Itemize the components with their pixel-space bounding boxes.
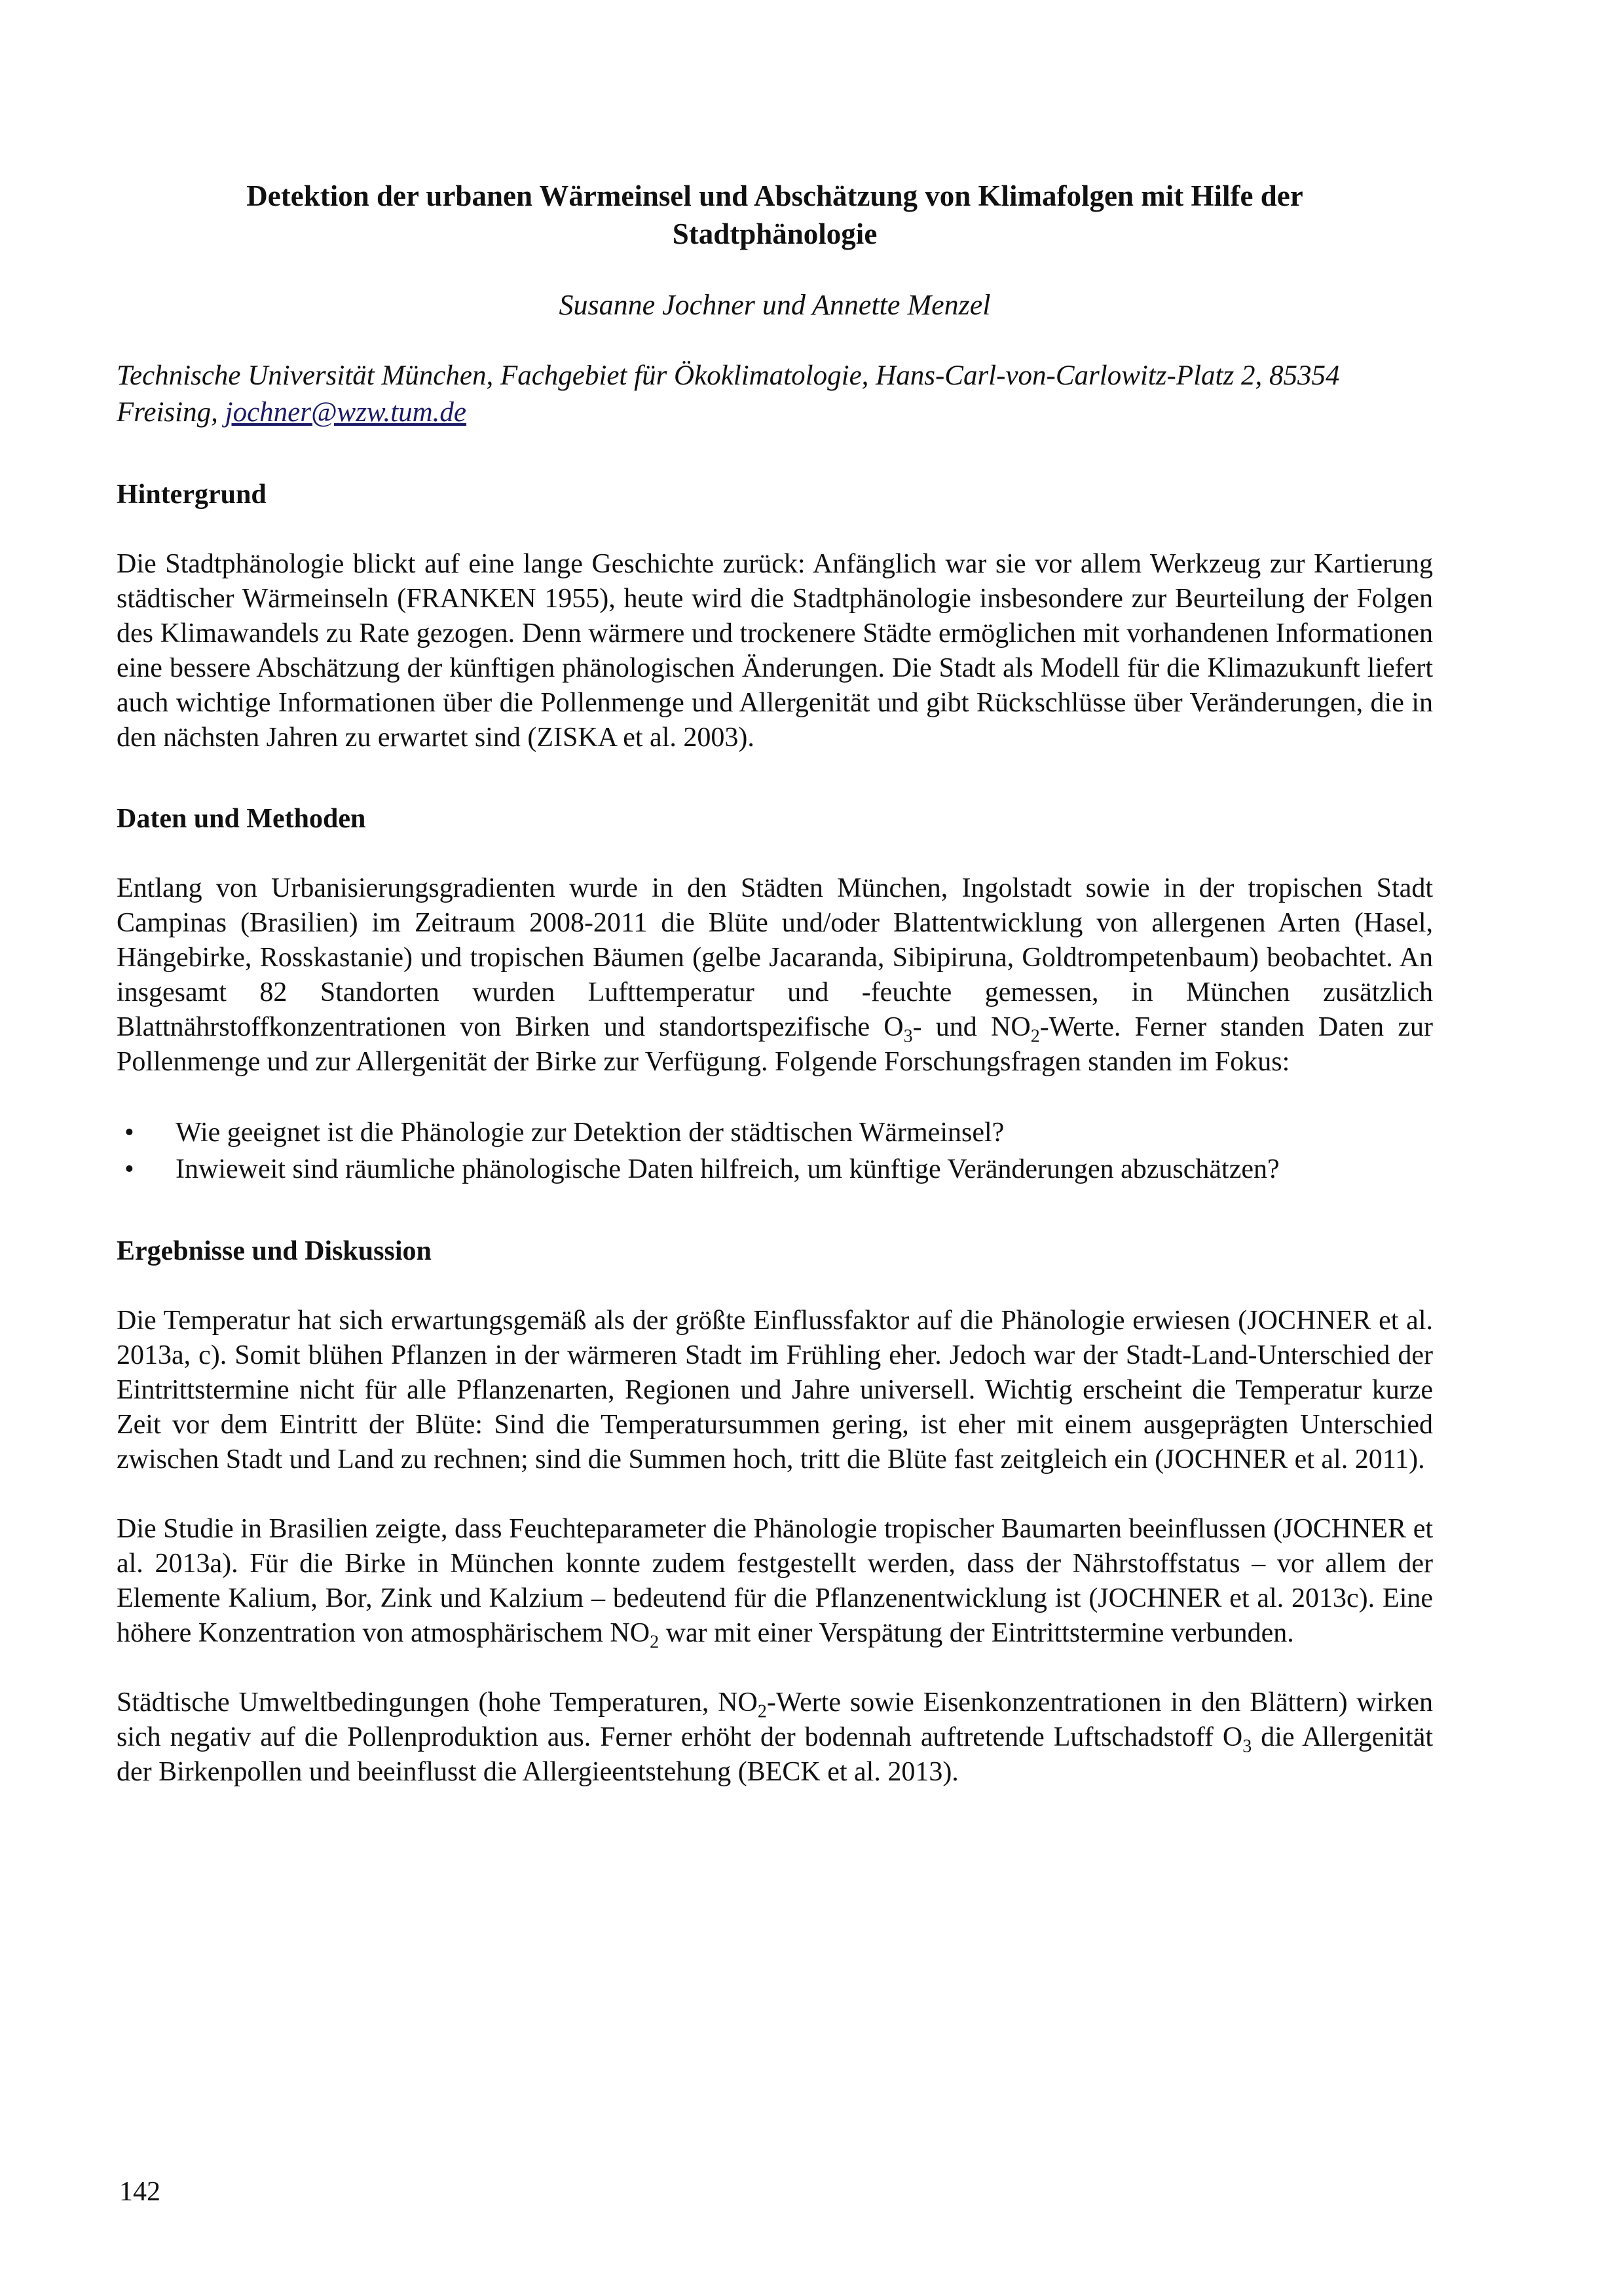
page-number: 142: [119, 2177, 160, 2207]
heading-hintergrund: Hintergrund: [117, 480, 267, 510]
ergebnisse2-text-b: war mit einer Verspätung der Eintrittstermine verbunden.: [659, 1618, 1294, 1648]
paragraph-methoden: [117, 871, 1433, 1080]
heading-methoden: Daten und Methoden: [117, 804, 366, 834]
paper-authors: Susanne Jochner und Annette Menzel: [559, 289, 991, 321]
ergebnisse2-text-a: Die Studie in Brasilien zeigte, dass Feuchteparameter die Phänologie tropischer Baumarten beeinflussen (JOCHNER et al. 2013a). Für die Birke in München konnte zudem festgestellt werden, dass der Nährstoffstatus – vor allem der Elemente Kalium, Bor, Zink und Kalzium – bedeutend für die Pflanzenentwicklung ist (JOCHNER et al. 2013c). Eine höhere Konzentration von atmosphärischem NO: [117, 1514, 1433, 1648]
email-link[interactable]: jochner@wzw.tum.de: [225, 397, 467, 428]
paper-title: Detektion der urbanen Wärmeinsel und Abschätzung von Klimafolgen mit Hilfe der Stadtphänologie: [246, 179, 1303, 250]
paragraph-ergebnisse-3: [117, 1685, 1433, 1790]
methoden-text-c: -Werte. Ferner standen Daten zur Pollenmenge und zur Allergenität der Birke zur Verfügung. Folgende Forschungsfragen standen im Fokus:: [117, 1012, 1434, 1077]
ergebnisse3-text-a: Städtische Umweltbedingungen (hohe Temperaturen, NO: [117, 1687, 758, 1718]
methoden-text-a: Entlang von Urbanisierungsgradienten wurde in den Städten München, Ingolstadt sowie in der tropischen Stadt Campinas (Brasilien) im Zeitraum 2008-2011 die Blüte und/oder Blattentwicklung von allergenen Arten (Hasel, Hängebirke, Rosskastanie) und tropischen Bäumen (gelbe Jacaranda, Sibipiruna, Goldtrompetenbaum) beobachtet. An insgesamt 82 Standorten wurden Lufttemperatur und -feuchte gemessen, in München zusätzlich Blattnährstoffkonzentrationen von Birken und standortspezifische O: [117, 873, 1433, 1042]
list-item: [117, 1114, 1433, 1151]
methoden-text-b: - und NO: [912, 1012, 1031, 1042]
affiliation-text: Technische Universität München, Fachgebiet für Ökoklimatologie, Hans-Carl-von-Carlowitz-Platz 2, 85354 Freising,: [117, 360, 1340, 428]
list-item-text: Wie geeignet ist die Phänologie zur Detektion der städtischen Wärmeinsel?: [176, 1118, 1005, 1148]
subscript-no2: 2: [1030, 1026, 1040, 1047]
bullet-icon: •: [124, 1118, 134, 1148]
author-affiliation: [117, 358, 1433, 431]
subscript-o3: 3: [1242, 1736, 1252, 1757]
paragraph-ergebnisse-2: [117, 1512, 1433, 1651]
bullet-icon: •: [124, 1154, 134, 1184]
subscript-no2: 2: [757, 1701, 767, 1722]
list-item-text: Inwieweit sind räumliche phänologische Daten hilfreich, um künftige Veränderungen abzuschätzen?: [176, 1154, 1280, 1184]
ergebnisse3-text-c: die Allergenität der Birkenpollen und beeinflusst die Allergieentstehung (BECK et al. 2013).: [117, 1722, 1433, 1787]
list-item: [117, 1151, 1433, 1188]
subscript-o3: 3: [903, 1026, 913, 1047]
paragraph-hintergrund: Die Stadtphänologie blickt auf eine lange Geschichte zurück: Anfänglich war sie vor allem Werkzeug zur Kartierung städtischer Wärmeinseln (FRANKEN 1955), heute wird die Stadtphänologie insbesondere zur Beurteilung der Folgen des Klimawandels zu Rate gezogen. Denn wärmere und trockenere Städte ermöglichen mit vorhandenen Informationen eine bessere Abschätzung der künftigen phänologischen Änderungen. Die Stadt als Modell für die Klimazukunft liefert auch wichtige Informationen über die Pollenmenge und Allergenität und gibt Rückschlüsse über Veränderungen, die in den nächsten Jahren zu erwartet sind (ZISKA et al. 2003).: [117, 549, 1433, 753]
paragraph-ergebnisse-1: Die Temperatur hat sich erwartungsgemäß als der größte Einflussfaktor auf die Phänologie erwiesen (JOCHNER et al. 2013a, c). Somit blühen Pflanzen in der wärmeren Stadt im Frühling eher. Jedoch war der Stadt-Land-Unterschied der Eintrittstermine nicht für alle Pflanzenarten, Regionen und Jahre universell. Wichtig erscheint die Temperatur kurze Zeit vor dem Eintritt der Blüte: Sind die Temperatursummen gering, ist eher mit einem ausgeprägten Unterschied zwischen Stadt und Land zu rechnen; sind die Summen hoch, tritt die Blüte fast zeitgleich ein (JOCHNER et al. 2011).: [117, 1306, 1433, 1475]
heading-ergebnisse: Ergebnisse und Diskussion: [117, 1236, 432, 1266]
subscript-no2: 2: [650, 1632, 660, 1653]
ergebnisse3-text-b: -Werte sowie Eisenkonzentrationen in den Blättern) wirken sich negativ auf die Pollenproduktion aus. Ferner erhöht der bodennah auftretende Luftschadstoff O: [117, 1687, 1433, 1752]
page-content: [117, 177, 1433, 1790]
research-questions-list: [117, 1114, 1433, 1188]
